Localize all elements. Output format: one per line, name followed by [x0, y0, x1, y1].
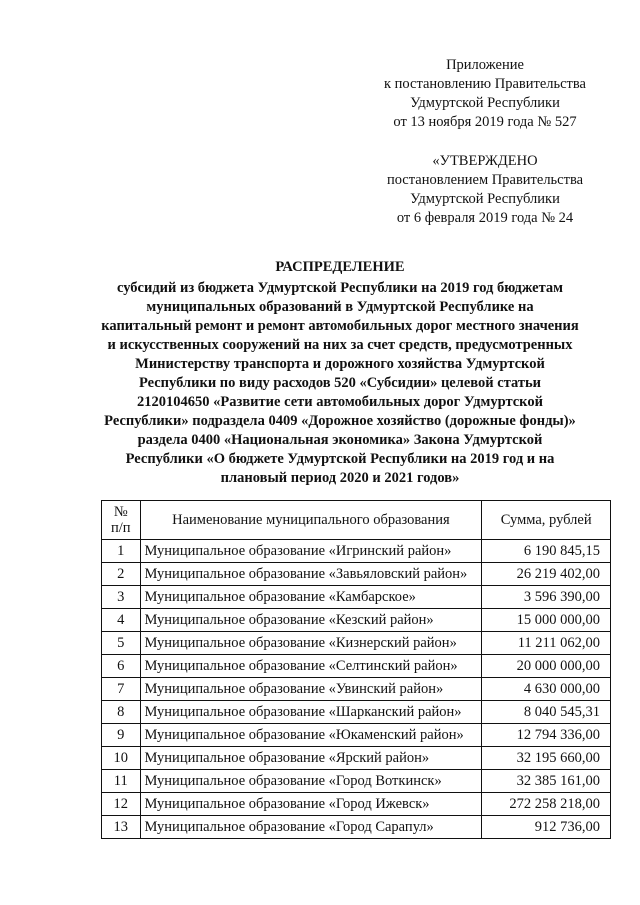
row-number: 10: [102, 747, 141, 770]
row-name: Муниципальное образование «Юкаменский район»: [140, 724, 482, 747]
row-name: Муниципальное образование «Завьяловский район»: [140, 563, 482, 586]
table-row: [102, 678, 611, 701]
row-number: 12: [102, 793, 141, 816]
row-name: Муниципальное образование «Шарканский район»: [140, 701, 482, 724]
heading-line: капитальный ремонт и ремонт автомобильных дорог местного значения: [101, 318, 579, 334]
table-row: [102, 793, 611, 816]
row-number: 3: [102, 586, 141, 609]
approved-block: [360, 152, 610, 228]
document-title: РАСПРЕДЕЛЕНИЕ: [275, 259, 405, 275]
table-row: [102, 747, 611, 770]
table-row: [102, 586, 611, 609]
approved-line: постановлением Правительства: [386, 172, 584, 188]
row-name: Муниципальное образование «Камбарское»: [140, 586, 482, 609]
header-number-line1: №: [113, 504, 128, 520]
row-name: Муниципальное образование «Селтинский район»: [140, 655, 482, 678]
row-number: 4: [102, 609, 141, 632]
row-sum: 272 258 218,00: [482, 793, 611, 816]
row-number: 5: [102, 632, 141, 655]
row-sum: 4 630 000,00: [482, 678, 611, 701]
heading-line: Министерству транспорта и дорожного хозяйства Удмуртской: [135, 356, 545, 372]
row-number: 1: [102, 540, 141, 563]
row-name: Муниципальное образование «Город Воткинск»: [140, 770, 482, 793]
attachment-line: Удмуртской Республики: [410, 95, 560, 111]
attachment-block: [360, 56, 610, 132]
row-number: 7: [102, 678, 141, 701]
header-number: [102, 501, 141, 540]
header-name: Наименование муниципального образования: [140, 501, 482, 540]
row-sum: 3 596 390,00: [482, 586, 611, 609]
table-row: [102, 540, 611, 563]
table-row: [102, 563, 611, 586]
table-row: [102, 816, 611, 839]
heading-line: субсидий из бюджета Удмуртской Республики на 2019 год бюджетам: [116, 280, 564, 296]
row-number: 8: [102, 701, 141, 724]
table-row: [102, 655, 611, 678]
row-name: Муниципальное образование «Ярский район»: [140, 747, 482, 770]
heading-line: раздела 0400 «Национальная экономика» Закона Удмуртской: [137, 432, 543, 448]
table-row: [102, 724, 611, 747]
row-sum: 912 736,00: [482, 816, 611, 839]
table-row: [102, 770, 611, 793]
heading-line: 2120104650 «Развитие сети автомобильных дорог Удмуртской: [137, 394, 543, 410]
row-sum: 8 040 545,31: [482, 701, 611, 724]
row-sum: 20 000 000,00: [482, 655, 611, 678]
heading-line: Республики» подраздела 0409 «Дорожное хозяйство (дорожные фонды)»: [104, 413, 576, 429]
row-name: Муниципальное образование «Город Ижевск»: [140, 793, 482, 816]
table-header-row: [102, 501, 611, 540]
row-number: 11: [102, 770, 141, 793]
row-sum: 32 385 161,00: [482, 770, 611, 793]
heading-line: плановый период 2020 и 2021 годов»: [220, 470, 460, 486]
row-sum: 11 211 062,00: [482, 632, 611, 655]
row-name: Муниципальное образование «Кезский район»: [140, 609, 482, 632]
row-name: Муниципальное образование «Кизнерский район»: [140, 632, 482, 655]
row-sum: 26 219 402,00: [482, 563, 611, 586]
row-number: 2: [102, 563, 141, 586]
row-sum: 32 195 660,00: [482, 747, 611, 770]
approved-line: «УТВЕРЖДЕНО: [432, 153, 538, 169]
approved-line: от 6 февраля 2019 года № 24: [396, 210, 574, 226]
row-number: 13: [102, 816, 141, 839]
header-number-line2: п/п: [110, 520, 131, 536]
row-number: 9: [102, 724, 141, 747]
header-sum: Сумма, рублей: [482, 501, 611, 540]
row-name: Муниципальное образование «Игринский район»: [140, 540, 482, 563]
heading-line: Республики «О бюджете Удмуртской Республики на 2019 год и на: [125, 451, 555, 467]
attachment-line: к постановлению Правительства: [384, 76, 586, 92]
table-row: [102, 632, 611, 655]
heading-line: и искусственных сооружений на них за счет средств, предусмотренных: [107, 337, 573, 353]
table-row: [102, 609, 611, 632]
row-name: Муниципальное образование «Увинский район»: [140, 678, 482, 701]
attachment-line: от 13 ноября 2019 года № 527: [393, 114, 577, 130]
approved-line: Удмуртской Республики: [410, 191, 560, 207]
distribution-table: [101, 500, 611, 839]
row-sum: 6 190 845,15: [482, 540, 611, 563]
heading-line: муниципальных образований в Удмуртской Республике на: [146, 299, 534, 315]
row-name: Муниципальное образование «Город Сарапул»: [140, 816, 482, 839]
document-heading: [90, 258, 590, 488]
table-row: [102, 701, 611, 724]
row-sum: 15 000 000,00: [482, 609, 611, 632]
attachment-line: Приложение: [446, 57, 524, 73]
row-sum: 12 794 336,00: [482, 724, 611, 747]
row-number: 6: [102, 655, 141, 678]
heading-line: Республики по виду расходов 520 «Субсидии» целевой статьи: [138, 375, 542, 391]
